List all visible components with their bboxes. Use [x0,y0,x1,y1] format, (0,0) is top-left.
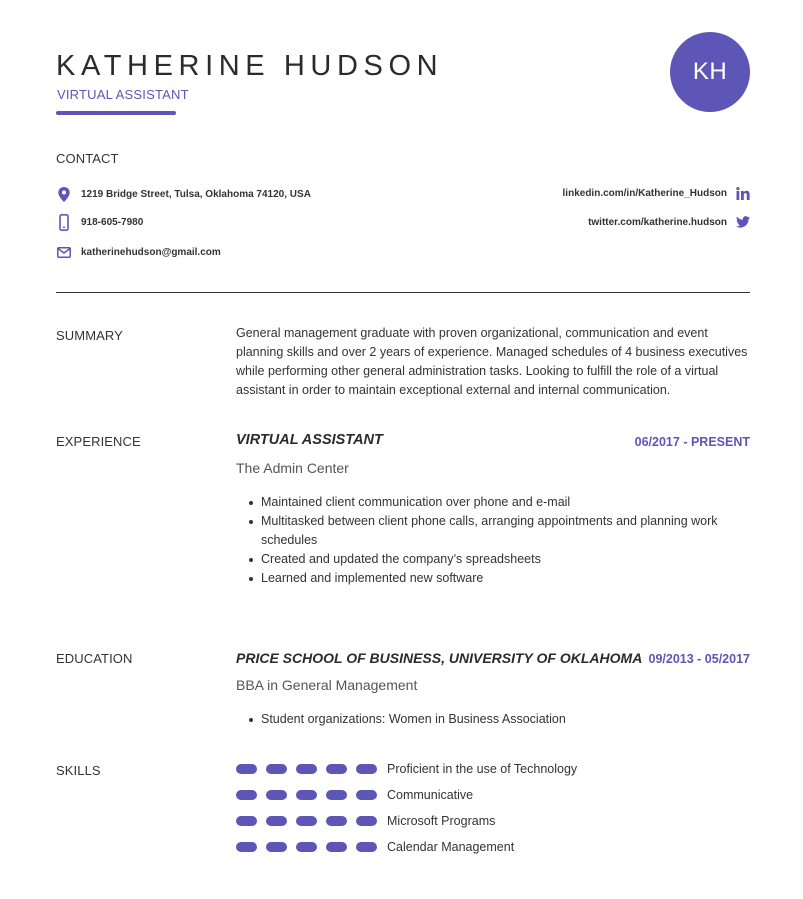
skill-level-meter [236,790,386,800]
experience-job-title: VIRTUAL ASSISTANT [236,432,383,448]
experience-bullets [236,493,736,588]
skill-level-pill [356,790,377,800]
email-text[interactable]: katherinehudson@gmail.com [81,246,221,258]
skill-row [236,787,577,803]
skill-level-pill [266,764,287,774]
education-bullets [236,710,736,729]
contact-twitter [588,214,751,230]
linkedin-icon [735,185,751,201]
skill-row [236,761,577,777]
contact-email [56,244,221,260]
skill-level-pill [356,764,377,774]
list-item: Maintained client communication over phone and e-mail [236,493,736,512]
education-heading: EDUCATION [56,651,133,666]
education-degree: BBA in General Management [236,677,418,693]
skill-level-meter [236,842,386,852]
skill-name: Calendar Management [387,840,515,854]
skill-level-pill [326,790,347,800]
skill-level-pill [296,764,317,774]
contact-address [56,186,311,202]
skill-row [236,813,577,829]
skill-level-pill [236,764,257,774]
skill-level-pill [266,842,287,852]
twitter-icon [735,214,751,230]
envelope-icon [56,244,72,260]
list-item: Created and updated the company’s spreadsheets [236,550,736,569]
skills-list [236,761,577,855]
address-text: 1219 Bridge Street, Tulsa, Oklahoma 74120, USA [81,188,311,200]
linkedin-text[interactable]: linkedin.com/in/Katherine_Hudson [562,187,727,199]
phone-text: 918-605-7980 [81,216,144,228]
skill-level-pill [236,842,257,852]
candidate-name: KATHERINE HUDSON [56,50,444,82]
skill-name: Microsoft Programs [387,814,496,828]
experience-dates: 06/2017 - PRESENT [634,435,750,449]
avatar: KH [670,32,750,112]
education-dates: 09/2013 - 05/2017 [648,652,750,666]
twitter-text[interactable]: twitter.com/katherine.hudson [588,216,727,228]
skill-level-pill [296,842,317,852]
summary-heading: SUMMARY [56,328,123,343]
list-item: Learned and implemented new software [236,569,736,588]
skill-level-meter [236,764,386,774]
skill-name: Proficient in the use of Technology [387,762,578,776]
education-school: PRICE SCHOOL OF BUSINESS, UNIVERSITY OF OKLAHOMA [236,650,643,666]
list-item: Multitasked between client phone calls, arranging appointments and planning work schedules [236,512,736,550]
job-title-subtitle: VIRTUAL ASSISTANT [57,87,189,102]
contact-phone [56,214,143,230]
skill-level-pill [296,816,317,826]
phone-icon [56,214,72,230]
skill-level-pill [356,842,377,852]
skill-row [236,839,577,855]
skills-heading: SKILLS [56,763,101,778]
experience-company: The Admin Center [236,460,349,476]
contact-linkedin [563,185,751,201]
skill-level-pill [236,816,257,826]
contact-heading: CONTACT [56,151,119,166]
skill-level-meter [236,816,386,826]
skill-level-pill [266,816,287,826]
location-pin-icon [56,186,72,202]
summary-text: General management graduate with proven organizational, communication and event planning skills and over 2 years of experience. Managed schedules of 4 business executives while performing other general administration tasks. Looking to fulfill the role of a virtual assistant in order to maintain exceptional external and internal communication. [236,326,748,397]
experience-heading: EXPERIENCE [56,434,141,449]
section-divider [56,292,750,293]
list-item: Student organizations: Women in Business Association [236,710,736,729]
title-underline [56,111,176,115]
skill-name: Communicative [387,788,474,802]
skill-level-pill [296,790,317,800]
skill-level-pill [326,842,347,852]
skill-level-pill [326,764,347,774]
skill-level-pill [236,790,257,800]
skill-level-pill [356,816,377,826]
skill-level-pill [326,816,347,826]
skill-level-pill [266,790,287,800]
